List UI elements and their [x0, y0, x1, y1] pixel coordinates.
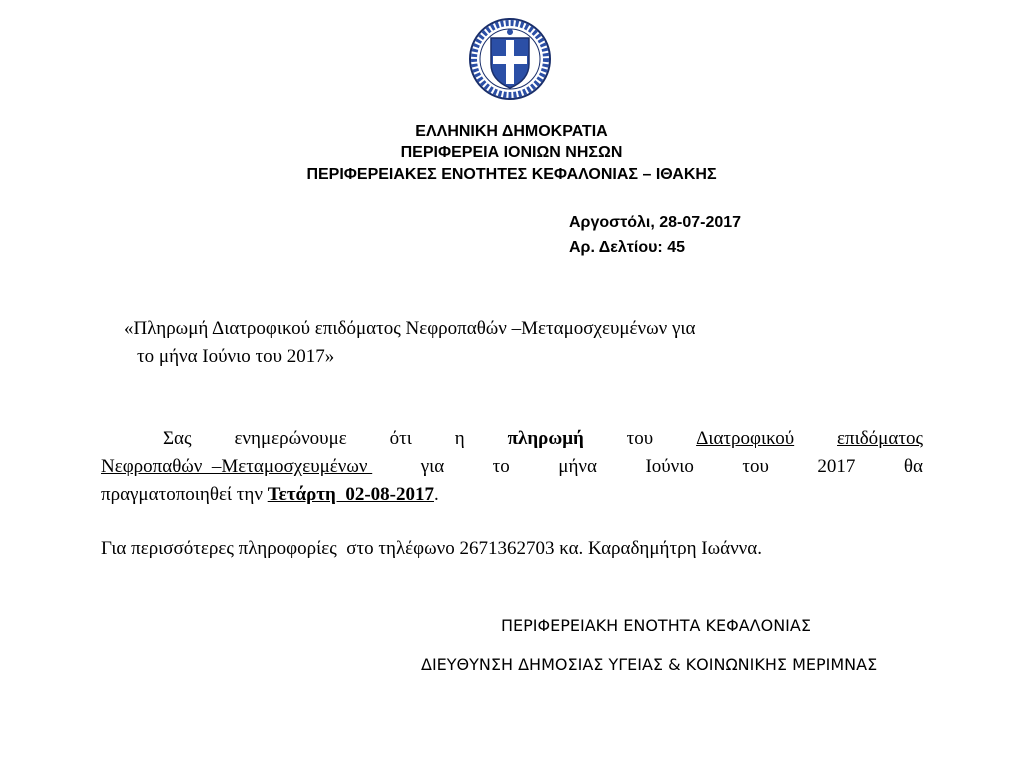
payment-date: Τετάρτη 02-08-2017 [267, 484, 434, 505]
contact-info: Για περισσότερες πληροφορίες στο τηλέφωνο 2671362703 κα. Καραδημήτρη Ιωάννα. [101, 538, 762, 559]
body-word: ότι [389, 428, 412, 449]
signature-department: ΔΙΕΥΘΥΝΣΗ ΔΗΜΟΣΙΑΣ ΥΓΕΙΑΣ & ΚΟΙΝΩΝΙΚΗΣ ΜΕΡΙΜΝΑΣ [421, 655, 878, 674]
header-title: ΕΛΛΗΝΙΚΗ ΔΗΜΟΚΡΑΤΙΑ [415, 123, 608, 140]
body-word: Σας [163, 428, 192, 449]
body-word-emphasis: πληρωμή [507, 428, 584, 449]
bulletin-number: Αρ. Δελτίου: 45 [569, 239, 685, 256]
body-word: η [454, 428, 465, 449]
body-word-underlined: Νεφροπαθών –Μεταμοσχευμένων [101, 456, 373, 477]
body-word-underlined: Διατροφικού [696, 428, 795, 449]
body-text-suffix: . [434, 484, 439, 505]
greek-coat-of-arms-icon [469, 18, 551, 100]
body-line-3 [101, 482, 439, 508]
body-word: του [742, 456, 769, 477]
body-line-1 [101, 426, 923, 452]
body-line-2 [101, 454, 923, 480]
body-word: για [420, 456, 445, 477]
body-text-prefix: πραγματοποιηθεί την [101, 484, 268, 505]
header-region: ΠΕΡΙΦΕΡΕΙΑ ΙΟΝΙΩΝ ΝΗΣΩΝ [400, 144, 623, 161]
header-units: ΠΕΡΙΦΕΡΕΙΑΚΕΣ ΕΝΟΤΗΤΕΣ ΚΕΦΑΛΟΝΙΑΣ – ΙΘΑΚΗΣ [306, 166, 717, 183]
body-word: θα [903, 456, 923, 477]
body-word: ενημερώνουμε [234, 428, 347, 449]
body-word: του [626, 428, 654, 449]
body-word: μήνα [558, 456, 597, 477]
body-word: Ιούνιο [645, 456, 694, 477]
subject-line-1: «Πληρωμή Διατροφικού επιδόματος Νεφροπαθών –Μεταμοσχευμένων για [124, 318, 696, 339]
subject-line-2: το μήνα Ιούνιο του 2017» [137, 346, 335, 367]
body-word-underlined: επιδόματος [837, 428, 923, 449]
body-word: 2017 [817, 456, 856, 477]
body-word: το [492, 456, 510, 477]
document-date: Αργοστόλι, 28-07-2017 [569, 214, 742, 231]
signature-unit: ΠΕΡΙΦΕΡΕΙΑΚΗ ΕΝΟΤΗΤΑ ΚΕΦΑΛΟΝΙΑΣ [501, 616, 811, 635]
